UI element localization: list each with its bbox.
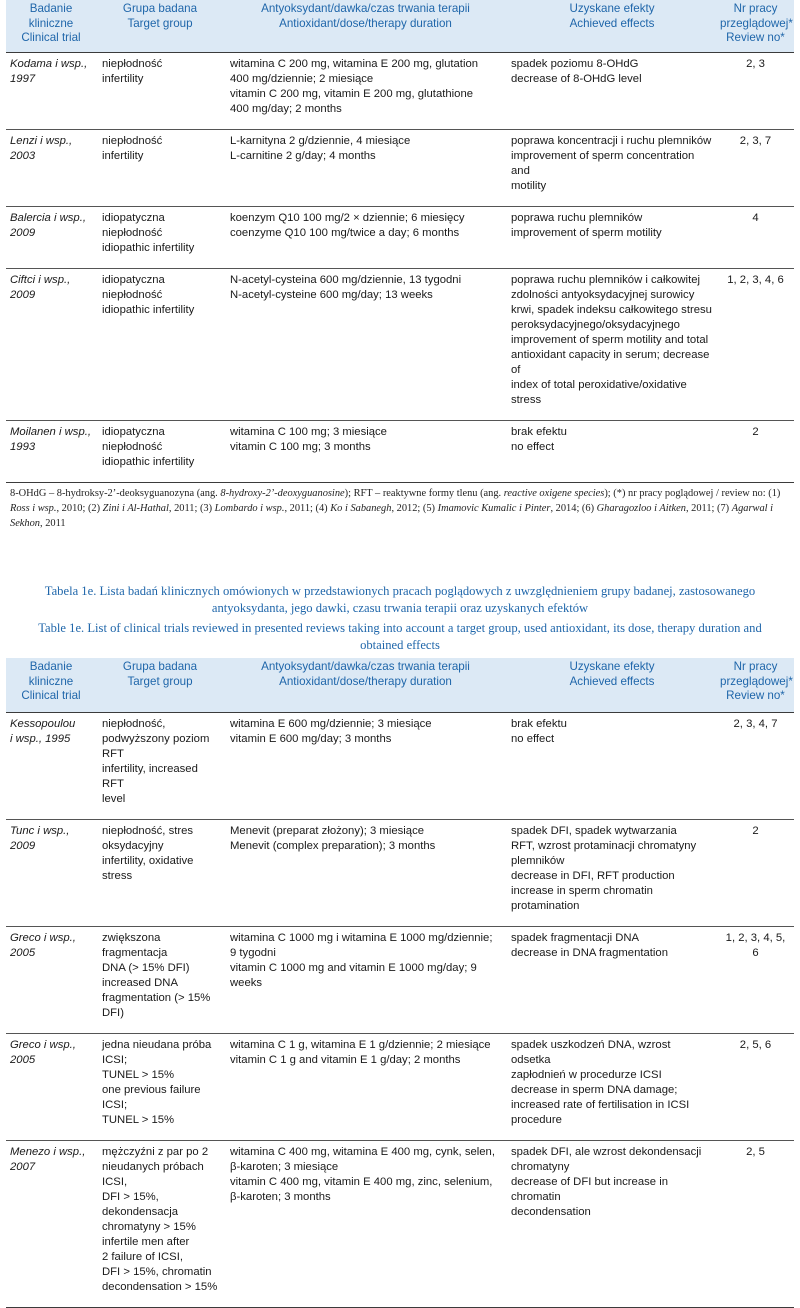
group-cell: idiopatyczna niepłodność idiopathic infertility xyxy=(96,421,224,483)
group-cell: niepłodność infertility xyxy=(96,130,224,207)
review-cell: 2 xyxy=(717,820,794,927)
header-study: Badanie kliniczne Clinical trial xyxy=(6,0,96,53)
study-cell: Menezo i wsp., 2007 xyxy=(6,1141,96,1308)
clinical-trials-table-bottom xyxy=(6,658,794,1308)
header-effects: Uzyskane efekty Achieved effects xyxy=(507,0,717,53)
antioxidant-cell: witamina C 100 mg; 3 miesiące vitamin C 100 mg; 3 months xyxy=(224,421,507,483)
review-cell: 2, 3, 4, 7 xyxy=(717,713,794,820)
table-row xyxy=(6,927,794,1034)
antioxidant-cell: witamina C 200 mg, witamina E 200 mg, glutation 400 mg/dziennie; 2 miesiące vitamin C 200 mg, vitamin E 200 mg, glutathione 400 mg/day; 2 months xyxy=(224,53,507,130)
effects-cell: spadek uszkodzeń DNA, wzrost odsetka zapłodnień w procedurze ICSI decrease in sperm DNA damage; increased rate of fertilisation in ICSI procedure xyxy=(507,1034,717,1141)
header-group: Grupa badana Target group xyxy=(96,0,224,53)
table-row xyxy=(6,713,794,820)
table-header xyxy=(6,658,794,713)
study-cell: Tunc i wsp., 2009 xyxy=(6,820,96,927)
table-caption-polish: Tabela 1e. Lista badań klinicznych omówionych w przedstawionych pracach poglądowych z uwzględnieniem grupy badanej, zastosowanego antyoksydanta, jego dawki, czasu trwania terapii oraz uzyskanych efektów xyxy=(44,584,756,615)
header-antioxidant: Antyoksydant/dawka/czas trwania terapii Antioxidant/dose/therapy duration xyxy=(224,658,507,713)
table-row xyxy=(6,53,794,130)
header-review: Nr pracy przeglądowej* Review no* xyxy=(717,658,794,713)
study-cell: Balercia i wsp., 2009 xyxy=(6,207,96,269)
study-cell: Greco i wsp., 2005 xyxy=(6,1034,96,1141)
review-cell: 2, 5 xyxy=(717,1141,794,1308)
study-cell: Moilanen i wsp., 1993 xyxy=(6,421,96,483)
group-cell: jedna nieudana próba ICSI; TUNEL > 15% one previous failure ICSI; TUNEL > 15% xyxy=(96,1034,224,1141)
antioxidant-cell: witamina C 1 g, witamina E 1 g/dziennie; 2 miesiące vitamin C 1 g and vitamin E 1 g/day; 2 months xyxy=(224,1034,507,1141)
effects-cell: brak efektu no effect xyxy=(507,713,717,820)
group-cell: mężczyźni z par po 2 nieudanych próbach ICSI, DFI > 15%, dekondensacja chromatyny > 15% infertile men after 2 failure of ICSI, DFI > 15%, chromatin decondensation > 15% xyxy=(96,1141,224,1308)
clinical-trials-table-top xyxy=(6,0,794,483)
table-row xyxy=(6,421,794,483)
antioxidant-cell: L-karnityna 2 g/dziennie, 4 miesiące L-carnitine 2 g/day; 4 months xyxy=(224,130,507,207)
table-row xyxy=(6,820,794,927)
effects-cell: brak efektu no effect xyxy=(507,421,717,483)
effects-cell: spadek DFI, ale wzrost dekondensacji chromatyny decrease of DFI but increase in chromatin decondensation xyxy=(507,1141,717,1308)
antioxidant-cell: witamina E 600 mg/dziennie; 3 miesiące vitamin E 600 mg/day; 3 months xyxy=(224,713,507,820)
review-cell: 2, 3 xyxy=(717,53,794,130)
table-row xyxy=(6,269,794,421)
review-cell: 2, 5, 6 xyxy=(717,1034,794,1141)
table-row xyxy=(6,1034,794,1141)
antioxidant-cell: witamina C 1000 mg i witamina E 1000 mg/dziennie; 9 tygodni vitamin C 1000 mg and vitamin E 1000 mg/day; 9 weeks xyxy=(224,927,507,1034)
review-cell: 1, 2, 3, 4, 6 xyxy=(717,269,794,421)
effects-cell: poprawa ruchu plemników improvement of sperm motility xyxy=(507,207,717,269)
group-cell: niepłodność infertility xyxy=(96,53,224,130)
effects-cell: poprawa ruchu plemników i całkowitej zdolności antyoksydacyjnej surowicy krwi, spadek indeksu całkowitego stresu peroksydacyjnego/oksydacyjnego improvement of sperm motility and total antioxidant capacity in serum; decrease of index of total peroxidative/oxidative stress xyxy=(507,269,717,421)
antioxidant-cell: Menevit (preparat złożony); 3 miesiące Menevit (complex preparation); 3 months xyxy=(224,820,507,927)
effects-cell: spadek fragmentacji DNA decrease in DNA fragmentation xyxy=(507,927,717,1034)
group-cell: idiopatyczna niepłodność idiopathic infertility xyxy=(96,207,224,269)
table-row xyxy=(6,130,794,207)
table-header xyxy=(6,0,794,53)
table-caption-english: Table 1e. List of clinical trials reviewed in presented reviews taking into account a target group, used antioxidant, its dose, therapy duration and obtained effects xyxy=(38,621,762,652)
antioxidant-cell: witamina C 400 mg, witamina E 400 mg, cynk, selen, β-karoten; 3 miesiące vitamin C 400 mg, vitamin E 400 mg, zinc, selenium, β-karoten; 3 months xyxy=(224,1141,507,1308)
study-cell: Greco i wsp., 2005 xyxy=(6,927,96,1034)
effects-cell: poprawa koncentracji i ruchu plemników improvement of sperm concentration and motility xyxy=(507,130,717,207)
study-cell: Lenzi i wsp., 2003 xyxy=(6,130,96,207)
header-group: Grupa badana Target group xyxy=(96,658,224,713)
group-cell: idiopatyczna niepłodność idiopathic infertility xyxy=(96,269,224,421)
effects-cell: spadek poziomu 8-OHdG decrease of 8-OHdG level xyxy=(507,53,717,130)
antioxidant-cell: koenzym Q10 100 mg/2 × dziennie; 6 miesięcy coenzyme Q10 100 mg/twice a day; 6 months xyxy=(224,207,507,269)
study-cell: Kodama i wsp., 1997 xyxy=(6,53,96,130)
table-row xyxy=(6,207,794,269)
header-antioxidant: Antyoksydant/dawka/czas trwania terapii Antioxidant/dose/therapy duration xyxy=(224,0,507,53)
header-review: Nr pracy przeglądowej* Review no* xyxy=(717,0,794,53)
table-row xyxy=(6,1141,794,1308)
review-cell: 1, 2, 3, 4, 5, 6 xyxy=(717,927,794,1034)
antioxidant-cell: N-acetyl-cysteina 600 mg/dziennie, 13 tygodni N-acetyl-cysteine 600 mg/day; 13 weeks xyxy=(224,269,507,421)
study-cell: Ciftci i wsp., 2009 xyxy=(6,269,96,421)
study-cell: Kessopoulou i wsp., 1995 xyxy=(6,713,96,820)
group-cell: zwiększona fragmentacja DNA (> 15% DFI) increased DNA fragmentation (> 15% DFI) xyxy=(96,927,224,1034)
group-cell: niepłodność, stres oksydacyjny infertility, oxidative stress xyxy=(96,820,224,927)
group-cell: niepłodność, podwyższony poziom RFT infertility, increased RFT level xyxy=(96,713,224,820)
review-cell: 2 xyxy=(717,421,794,483)
effects-cell: spadek DFI, spadek wytwarzania RFT, wzrost protaminacji chromatyny plemników decrease in DFI, RFT production increase in sperm chromatin protamination xyxy=(507,820,717,927)
table-footnote: 8-OHdG – 8-hydroksy-2’-deoksyguanozyna (ang. 8-hydroxy-2’-deoxyguanosine); RFT – reaktywne formy tlenu (ang. reactive oxigene species); (*) nr pracy poglądowej / review no: (1) Ross i wsp., 2010; (2) Zini i Al-Hathal, 2011; (3) Lombardo i wsp., 2011; (4) Ko i Sabanegh, 2012; (5) Imamovic Kumalic i Pinter, 2014; (6) Gharagozloo i Aitken, 2011; (7) Agarwal i Sekhon, 2011 xyxy=(10,488,781,529)
header-effects: Uzyskane efekty Achieved effects xyxy=(507,658,717,713)
review-cell: 2, 3, 7 xyxy=(717,130,794,207)
header-study: Badanie kliniczne Clinical trial xyxy=(6,658,96,713)
review-cell: 4 xyxy=(717,207,794,269)
